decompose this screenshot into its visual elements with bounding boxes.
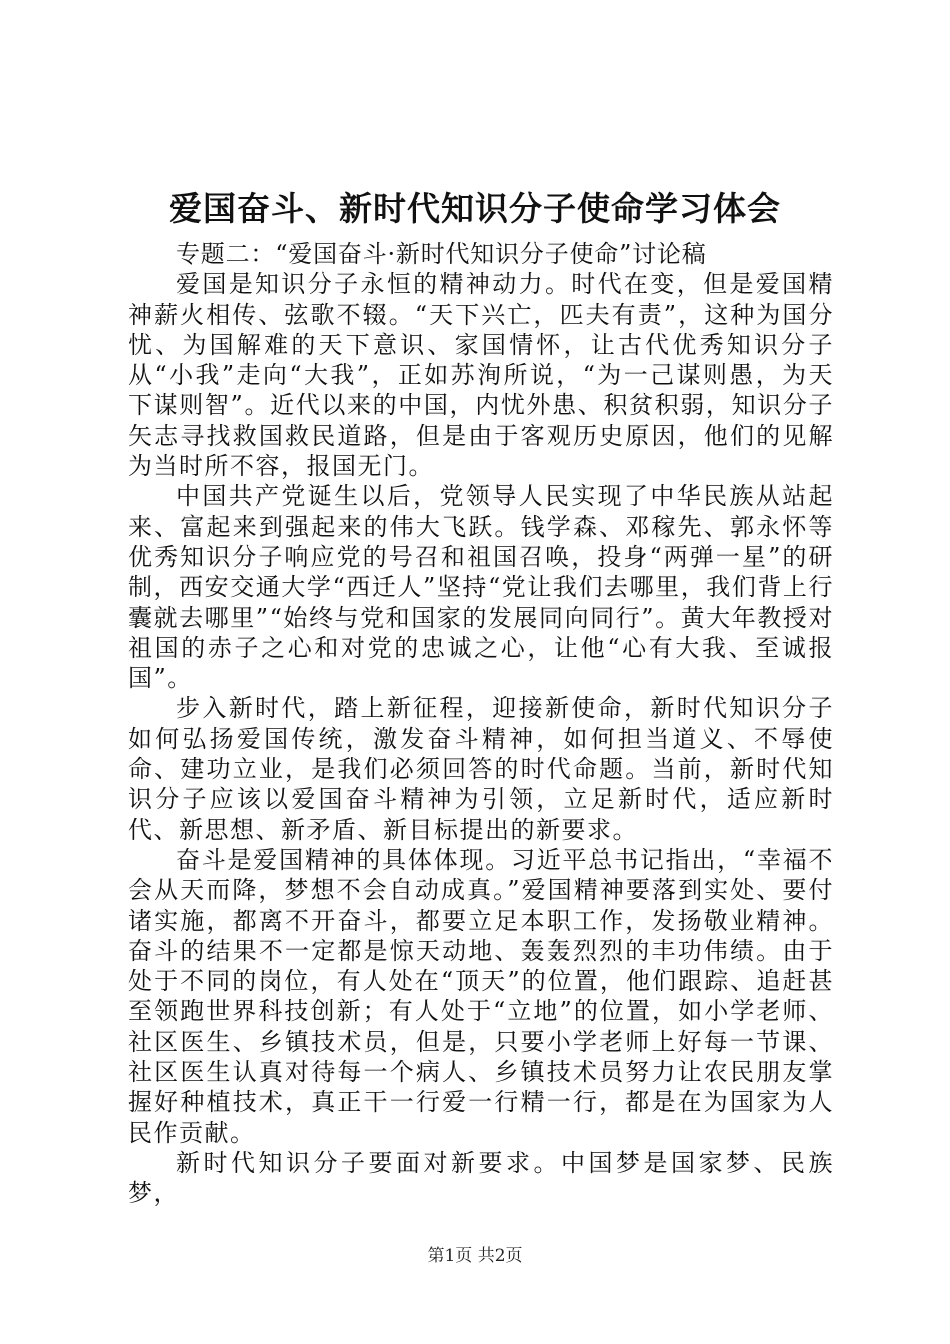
document-body [128,239,834,1209]
body-paragraph: 新时代知识分子要面对新要求。中国梦是国家梦、民族梦， [128,1148,834,1208]
body-paragraph: 步入新时代，踏上新征程，迎接新使命，新时代知识分子如何弘扬爱国传统，激发奋斗精神，如何担当道义、不辱使命、建功立业，是我们必须回答的时代命题。当前，新时代知识分子应该以爱国奋斗精神为引领，立足新时代，适应新时代、新思想、新矛盾、新目标提出的新要求。 [128,694,834,844]
body-paragraph: 中国共产党诞生以后，党领导人民实现了中华民族从站起来、富起来到强起来的伟大飞跃。钱学森、邓稼先、郭永怀等优秀知识分子响应党的号召和祖国召唤，投身“两弹一星”的研制，西安交通大学“西迁人”坚持“党让我们去哪里，我们背上行囊就去哪里”“始终与党和国家的发展同向同行”。黄大年教授对祖国的赤子之心和对党的忠诚之心，让他“心有大我、至诚报国”。 [128,482,834,693]
body-paragraph: 爱国是知识分子永恒的精神动力。时代在变，但是爱国精神薪火相传、弦歌不辍。“天下兴亡，匹夫有责”，这种为国分忧、为国解难的天下意识、家国情怀，让古代优秀知识分子从“小我”走向“大我”，正如苏洵所说，“为一己谋则愚，为天下谋则智”。近代以来的中国，内忧外患、积贫积弱，知识分子矢志寻找救国救民道路，但是由于客观历史原因，他们的见解为当时所不容，报国无门。 [128,270,834,481]
page-number-footer: 第1页 共2页 [427,1246,523,1266]
document-subtitle: 专题二：“爱国奋斗·新时代知识分子使命”讨论稿 [176,240,707,268]
document-title: 爱国奋斗、新时代知识分子使命学习体会 [169,189,781,228]
body-paragraph: 奋斗是爱国精神的具体体现。习近平总书记指出，“幸福不会从天而降，梦想不会自动成真。”爱国精神要落到实处、要付诸实施，都离不开奋斗，都要立足本职工作，发扬敬业精神。奋斗的结果不一定都是惊天动地、轰轰烈烈的丰功伟绩。由于处于不同的岗位，有人处在“顶天”的位置，他们跟踪、追赶甚至领跑世界科技创新；有人处于“立地”的位置，如小学老师、社区医生、乡镇技术员，但是，只要小学老师上好每一节课、社区医生认真对待每一个病人、乡镇技术员努力让农民朋友掌握好种植技术，真正干一行爱一行精一行，都是在为国家为人民作贡献。 [128,845,834,1147]
